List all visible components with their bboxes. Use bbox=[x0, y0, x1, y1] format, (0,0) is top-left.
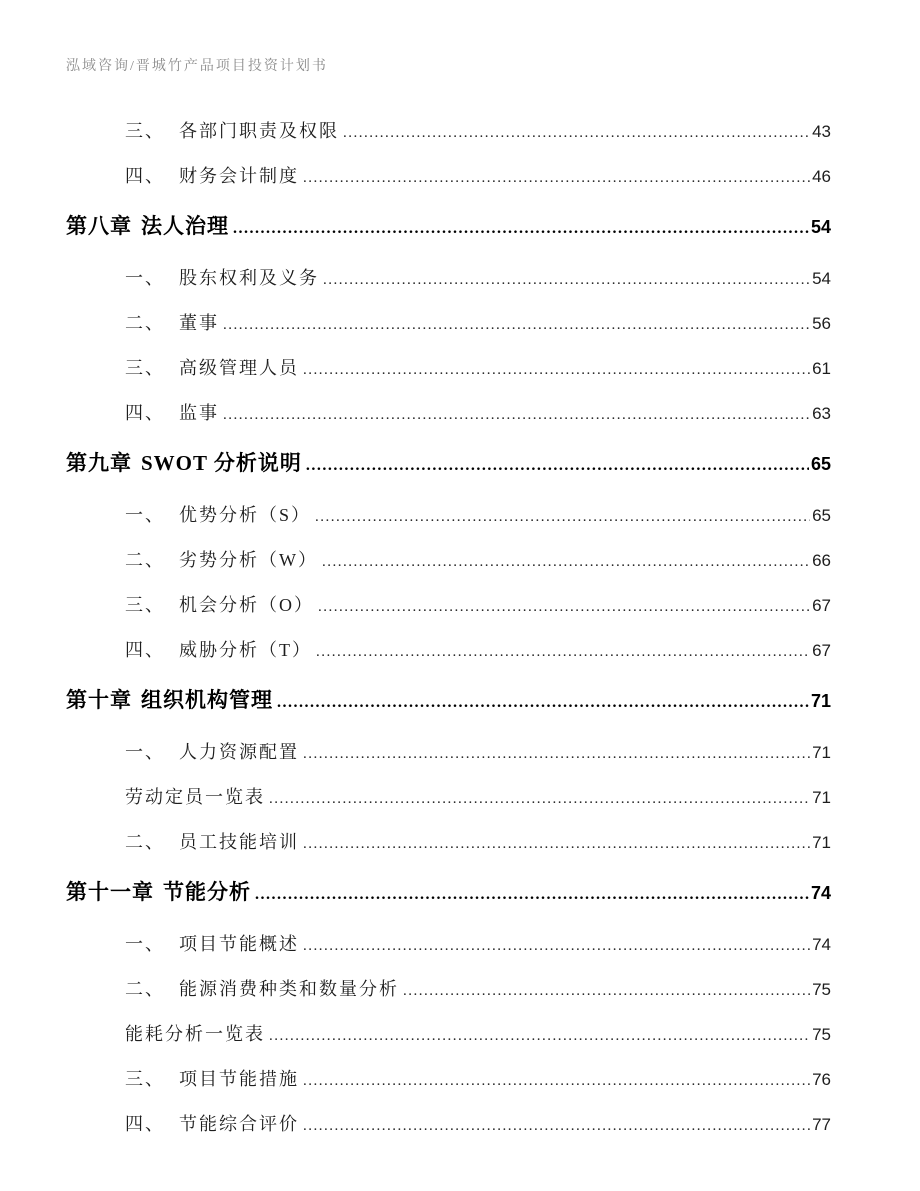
toc-entry-number: 四、 bbox=[125, 1114, 165, 1134]
toc-entry-page-number: 75 bbox=[812, 980, 831, 999]
toc-entry-number: 四、 bbox=[125, 640, 165, 660]
toc-entry[interactable] bbox=[66, 979, 831, 1002]
dot-leader bbox=[303, 1071, 810, 1092]
dot-leader bbox=[315, 507, 810, 528]
toc-entry[interactable] bbox=[66, 451, 831, 478]
toc-entry-label: 劳动定员一览表 bbox=[125, 787, 265, 807]
toc-entry-page-number: 66 bbox=[812, 551, 831, 570]
dot-leader bbox=[255, 883, 809, 907]
toc-entry-number: 三、 bbox=[125, 595, 165, 615]
dot-leader bbox=[269, 1026, 810, 1047]
toc-entry-page-number: 71 bbox=[812, 833, 831, 852]
toc-entry[interactable] bbox=[66, 121, 831, 144]
toc-entry-page-number: 71 bbox=[812, 743, 831, 762]
toc-entry-page-number: 63 bbox=[812, 404, 831, 423]
toc-entry-label: 组织机构管理 bbox=[141, 688, 273, 712]
toc-entry-label: 威胁分析（T） bbox=[179, 640, 312, 660]
toc-entry-label: 项目节能措施 bbox=[179, 1069, 299, 1089]
toc-entry-page-number: 71 bbox=[812, 788, 831, 807]
dot-leader bbox=[277, 691, 809, 715]
toc-entry-number: 一、 bbox=[125, 505, 165, 525]
toc-entry[interactable] bbox=[66, 832, 831, 855]
toc-entry-label: 董事 bbox=[179, 313, 219, 333]
toc-entry-number: 二、 bbox=[125, 979, 165, 999]
toc-entry-page-number: 54 bbox=[812, 269, 831, 288]
dot-leader bbox=[233, 217, 809, 241]
toc-entry-number: 第九章 bbox=[66, 451, 132, 475]
dot-leader bbox=[303, 936, 810, 957]
toc-entry-label: 高级管理人员 bbox=[179, 358, 299, 378]
dot-leader bbox=[269, 789, 810, 810]
toc-entry-number: 三、 bbox=[125, 1069, 165, 1089]
toc-entry-label: 财务会计制度 bbox=[179, 166, 299, 186]
toc-entry[interactable] bbox=[66, 640, 831, 663]
toc-entry-label: 节能分析 bbox=[163, 880, 251, 904]
toc-entry[interactable] bbox=[66, 403, 831, 426]
toc-entry-page-number: 56 bbox=[812, 314, 831, 333]
toc-entry-label: 项目节能概述 bbox=[179, 934, 299, 954]
dot-leader bbox=[322, 552, 810, 573]
dot-leader bbox=[403, 981, 810, 1002]
toc-entry-number: 四、 bbox=[125, 403, 165, 423]
toc-entry-label: 节能综合评价 bbox=[179, 1114, 299, 1134]
toc-entry[interactable] bbox=[66, 550, 831, 573]
dot-leader bbox=[303, 360, 810, 381]
toc-entry[interactable] bbox=[66, 688, 831, 715]
toc-entry[interactable] bbox=[66, 1069, 831, 1092]
toc-entry-label: 机会分析（O） bbox=[179, 595, 314, 615]
dot-leader bbox=[303, 744, 810, 765]
toc-entry[interactable] bbox=[66, 1114, 831, 1137]
toc-entry-page-number: 46 bbox=[812, 167, 831, 186]
toc-entry-label: 员工技能培训 bbox=[179, 832, 299, 852]
toc-entry-page-number: 54 bbox=[810, 217, 831, 237]
toc-entry-page-number: 74 bbox=[810, 883, 831, 903]
toc-entry[interactable] bbox=[66, 268, 831, 291]
toc-entry-number: 第八章 bbox=[66, 214, 132, 238]
toc-entry-number: 四、 bbox=[125, 166, 165, 186]
toc-entry[interactable] bbox=[66, 934, 831, 957]
dot-leader bbox=[303, 834, 810, 855]
toc-entry[interactable] bbox=[66, 313, 831, 336]
toc-entry-page-number: 61 bbox=[812, 359, 831, 378]
table-of-contents bbox=[66, 121, 831, 1137]
toc-entry-page-number: 77 bbox=[812, 1115, 831, 1134]
toc-entry-number: 二、 bbox=[125, 832, 165, 852]
dot-leader bbox=[343, 123, 810, 144]
toc-entry-page-number: 65 bbox=[810, 454, 831, 474]
toc-entry-number: 三、 bbox=[125, 121, 165, 141]
toc-entry-label: 股东权利及义务 bbox=[179, 268, 319, 288]
toc-entry[interactable] bbox=[66, 166, 831, 189]
toc-entry-label: 能源消费种类和数量分析 bbox=[179, 979, 399, 999]
toc-entry-page-number: 43 bbox=[812, 122, 831, 141]
toc-entry-label: SWOT 分析说明 bbox=[141, 451, 302, 475]
toc-entry-label: 能耗分析一览表 bbox=[125, 1024, 265, 1044]
dot-leader bbox=[323, 270, 810, 291]
toc-entry[interactable] bbox=[66, 595, 831, 618]
toc-entry[interactable] bbox=[66, 358, 831, 381]
toc-entry-number: 第十一章 bbox=[66, 880, 154, 904]
dot-leader bbox=[303, 1116, 810, 1137]
toc-entry[interactable] bbox=[66, 787, 831, 810]
toc-entry-label: 优势分析（S） bbox=[179, 505, 312, 525]
dot-leader bbox=[223, 315, 810, 336]
toc-entry-number: 一、 bbox=[125, 268, 165, 288]
toc-entry-number: 第十章 bbox=[66, 688, 132, 712]
toc-entry[interactable] bbox=[66, 214, 831, 241]
toc-entry-number: 一、 bbox=[125, 742, 165, 762]
toc-entry-label: 各部门职责及权限 bbox=[179, 121, 339, 141]
toc-entry-page-number: 67 bbox=[812, 596, 831, 615]
toc-entry-page-number: 75 bbox=[812, 1025, 831, 1044]
toc-entry-page-number: 76 bbox=[812, 1070, 831, 1089]
toc-entry-page-number: 74 bbox=[812, 935, 831, 954]
toc-entry-page-number: 65 bbox=[812, 506, 831, 525]
toc-entry[interactable] bbox=[66, 505, 831, 528]
toc-entry-label: 人力资源配置 bbox=[179, 742, 299, 762]
dot-leader bbox=[318, 597, 810, 618]
toc-entry[interactable] bbox=[66, 880, 831, 907]
toc-entry-page-number: 71 bbox=[810, 691, 831, 711]
toc-entry-number: 二、 bbox=[125, 313, 165, 333]
dot-leader bbox=[306, 454, 809, 478]
toc-entry-label: 监事 bbox=[179, 403, 219, 423]
toc-entry[interactable] bbox=[66, 742, 831, 765]
toc-entry-number: 一、 bbox=[125, 934, 165, 954]
toc-entry-number: 二、 bbox=[125, 550, 165, 570]
toc-entry[interactable] bbox=[66, 1024, 831, 1047]
toc-entry-label: 法人治理 bbox=[141, 214, 229, 238]
toc-entry-label: 劣势分析（W） bbox=[179, 550, 318, 570]
toc-entry-number: 三、 bbox=[125, 358, 165, 378]
document-header: 泓域咨询/晋城竹产品项目投资计划书 bbox=[66, 59, 328, 74]
dot-leader bbox=[303, 168, 810, 189]
dot-leader bbox=[316, 642, 810, 663]
dot-leader bbox=[223, 405, 810, 426]
toc-entry-page-number: 67 bbox=[812, 641, 831, 660]
